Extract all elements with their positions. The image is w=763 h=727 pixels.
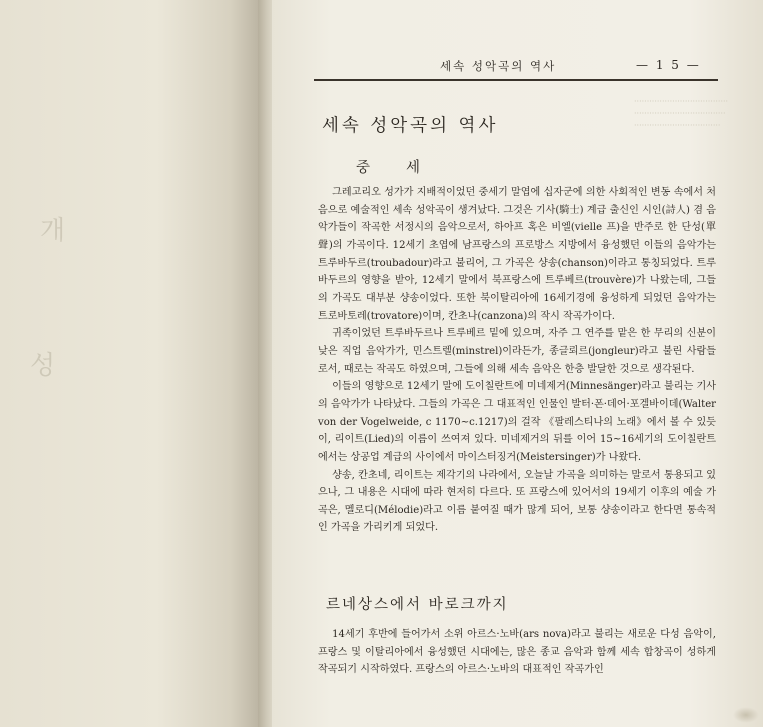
paragraph: 14세기 후반에 들어가서 소위 아르스·노바(ars nova)라고 불리는 새로운 다성 음악이, 프랑스 및 이탈리아에서 융성했던 시대에는, 많은 종교 음악과 함께 세속 합창곡이 성하게 작곡되기 시작하였다. 프랑스의 아르스·노바의 대표적인 작곡가인 [318,629,716,676]
page-number: — 1 5 — [636,58,701,72]
article-title: 세속 성악곡의 역사 [322,116,499,136]
running-title: 세속 성악곡의 역사 [440,59,557,73]
section-heading-medieval: 중세 [356,160,457,176]
bleed-through-text: ····································· ···································· ·································· [634,97,729,130]
paragraph: 이들의 영향으로 12세기 말에 도이칠란트에 미네제거(Minnesänger)라고 불리는 기사의 음악가가 나타났다. 그들의 가곡은 그 대표적인 인물인 발터·폰·데어·포겔바이데(Walter von der Vogelweide, c 1170~c.1217)의 걸작 《팔레스티나의 노래》에서 볼 수 있듯이, 리이트(Lied)의 이름이 쓰여져 있다. 미네제거의 뒤를 이어 15~16세기의 도이칠란트에서는 상공업 계급의 사이에서 마이스터징거(Meistersinger)가 나왔다. [318,381,716,463]
left-page [0,0,262,727]
section-heading-renaissance: 르네상스에서 바로크까지 [326,597,509,613]
paragraph: 귀족이었던 트루바두르나 트루베르 밑에 있으며, 자주 그 연주를 맡은 한 무리의 신분이 낮은 직업 음악가가, 민스트렐(minstrel)이라든가, 종글뢰르(jongleur)라고 불린 사람들로서, 때로는 작곡도 하였으며, 그들에 의해 세속 음악은 한층 발달한 것으로 생각된다. [318,328,716,375]
paragraph: 샹송, 칸초네, 리이트는 제각기의 나라에서, 오늘날 가곡을 의미하는 말로서 통용되고 있으나, 그 내용은 시대에 따라 현저히 다르다. 또 프랑스에 있어서의 19세기 이후의 예술 가곡은, 멜로디(Mélodie)라고 이름 붙여질 때가 많게 되어, 보통 샹송이라고 한다면 통속적인 가곡을 가리키게 되었다. [318,469,716,534]
header-rule [314,79,718,81]
section-body-renaissance [318,626,716,679]
show-through-mark: 개 [40,216,66,246]
section-body-medieval [318,184,716,537]
paragraph: 그레고리오 성가가 지배적이었던 중세기 말엽에 십자군에 의한 사회적인 변동 속에서 처음으로 예술적인 세속 성악곡이 생겨났다. 그것은 기사(騎士) 계급 출신인 시인(詩人) 겸 음악가들이 작곡한 서정시의 음악으로서, 하아프 혹은 비엘(vielle 프)을 반주로 한 단성(單聲)의 가곡이다. 12세기 초엽에 남프랑스의 프로방스 지방에서 융성했던 이들의 음악가는 트루바두르(troubadour)라고 불리어, 그 가곡은 샹송(chanson)이라고 통칭되었다. 트루바두르의 영향을 받아, 12세기 말에서 북프랑스에 트루베르(trouvère)가 나왔는데, 그들의 가곡도 대부분 샹송이었다. 또한 북이탈리아에 16세기경에 융성하게 되었던 음악가는 트로바토레(trovatore)이며, 칸초나(canzona)의 작시 작곡가이다. [318,187,716,322]
page-stain [733,707,759,723]
show-through-mark: 성 [30,351,56,381]
